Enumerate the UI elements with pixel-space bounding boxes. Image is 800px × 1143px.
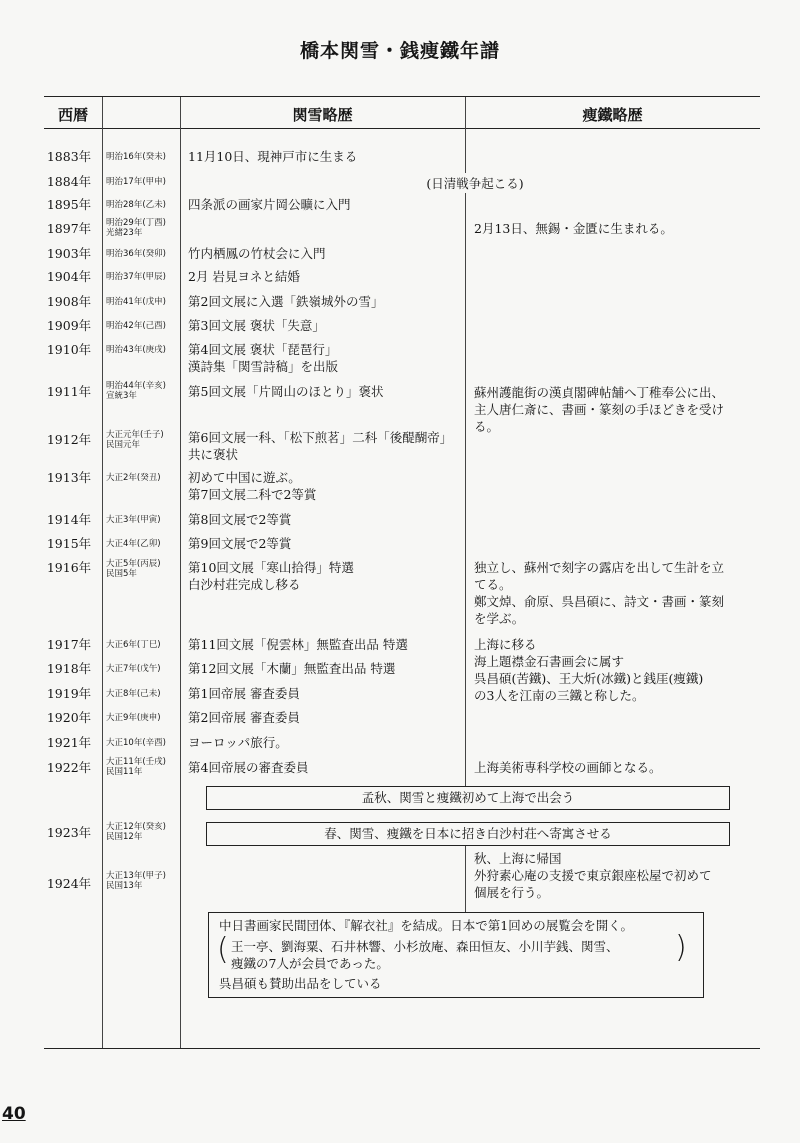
row-era: 明治17年(甲申) <box>106 177 166 187</box>
row-era: 大正11年(壬戌) <box>106 757 166 767</box>
row-soutetsu: 上海に移る 海上題襟金石書画会に属す 呉昌碩(苦鐵)、王大炘(冰鐵)と銭厓(痩鐵) の3人を江南の三鐵と称した。 <box>474 637 704 703</box>
note-box-kaiisha <box>208 912 704 998</box>
row-kansetsu: 第12回文展「木蘭」無監査出品 特選 <box>188 661 396 676</box>
note-box-meeting: 孟秋、関雪と痩鐵初めて上海で出会う <box>206 786 730 810</box>
row-era: 明治36年(癸卯) <box>106 249 166 259</box>
row-kansetsu: 第4回帝展の審査委員 <box>188 760 309 775</box>
row-kansetsu: 第2回文展に入選「鉄嶺城外の雪」 <box>188 294 384 309</box>
row-year: 1910年 <box>46 342 92 357</box>
row-era: 明治16年(癸未) <box>106 152 166 162</box>
row-era: 大正13年(甲子) <box>106 871 166 881</box>
row-kansetsu: 第2回帝展 審査委員 <box>188 710 300 725</box>
row-year: 1914年 <box>46 512 92 527</box>
row-era: 明治42年(己酉) <box>106 321 166 331</box>
row-era: 大正3年(甲寅) <box>106 515 161 525</box>
row-soutetsu: 秋、上海に帰国 外狩素心庵の支援で東京銀座松屋で初めて 個展を行う。 <box>474 851 712 900</box>
note-box-line: 痩鐵の7人が会員であった。 <box>231 956 389 971</box>
row-era: 大正7年(戊午) <box>106 664 161 674</box>
table-bottom-rule <box>44 1048 760 1049</box>
row-kansetsu: 第3回文展 褒状「失意」 <box>188 318 325 333</box>
row-kansetsu: 第4回文展 褒状「琵琶行」 漢詩集「関雪詩稿」を出版 <box>188 342 339 374</box>
table-top-rule <box>44 96 760 97</box>
row-year: 1916年 <box>46 560 92 575</box>
header-soutetsu: 痩鐵略歴 <box>582 106 643 124</box>
row-year: 1924年 <box>46 876 92 891</box>
row-year: 1912年 <box>46 432 92 447</box>
row-year: 1918年 <box>46 661 92 676</box>
row-kansetsu: 竹内栖鳳の竹杖会に入門 <box>188 246 326 261</box>
row-kansetsu: 第1回帝展 審査委員 <box>188 686 300 701</box>
note-box-line: 中日書画家民間団体、『解衣社』を結成。日本で第1回めの展覧会を開く。 <box>219 918 633 933</box>
row-year: 1909年 <box>46 318 92 333</box>
note-box-line: 王一亭、劉海粟、石井林響、小杉放庵、森田恒友、小川芋銭、関雪、 <box>231 939 619 954</box>
row-year: 1903年 <box>46 246 92 261</box>
row-year: 1908年 <box>46 294 92 309</box>
note-1884: (日清戦争起こる) <box>426 176 524 191</box>
row-era: 明治28年(乙未) <box>106 200 166 210</box>
row-year: 1904年 <box>46 269 92 284</box>
row-soutetsu: 上海美術専科学校の画師となる。 <box>474 760 662 775</box>
row-era: 民国5年 <box>106 569 137 579</box>
row-kansetsu: 初めて中国に遊ぶ。 第7回文展二科で2等賞 <box>188 470 317 502</box>
row-kansetsu: 第5回文展「片岡山のほとり」褒状 <box>188 384 384 399</box>
paren-close-icon: ) <box>675 930 687 965</box>
row-soutetsu: 独立し、蘇州で刻字の露店を出して生計を立 てる。 鄭文焯、俞原、呉昌碩に、詩文・書画・篆刻 を学ぶ。 <box>474 560 725 626</box>
row-year: 1911年 <box>46 384 92 399</box>
note-box-line: 呉昌碩も賛助出品をしている <box>219 976 382 991</box>
row-era: 大正5年(丙辰) <box>106 559 161 569</box>
row-era: 大正元年(壬子) <box>106 430 164 440</box>
row-year: 1915年 <box>46 536 92 551</box>
row-era: 民国元年 <box>106 440 141 450</box>
header-bottom-rule <box>44 128 760 129</box>
row-year: 1917年 <box>46 637 92 652</box>
row-era: 明治29年(丁酉) <box>106 218 166 228</box>
header-kansetsu: 関雪略歴 <box>292 106 353 124</box>
row-year: 1883年 <box>46 149 92 164</box>
row-era: 民国13年 <box>106 881 143 891</box>
row-year: 1913年 <box>46 470 92 485</box>
row-era: 大正9年(庚申) <box>106 713 161 723</box>
row-era: 民国11年 <box>106 767 143 777</box>
page-title: 橋本関雪・銭痩鐵年譜 <box>299 40 500 62</box>
row-kansetsu: ヨーロッパ旅行。 <box>188 735 288 750</box>
row-year: 1923年 <box>46 825 92 840</box>
row-year: 1920年 <box>46 710 92 725</box>
row-era: 大正12年(癸亥) <box>106 822 166 832</box>
row-era: 明治43年(庚戌) <box>106 345 166 355</box>
note-box-invitation: 春、関雪、痩鐵を日本に招き白沙村荘へ寄寓させる <box>206 822 730 846</box>
paren-open-icon: ( <box>217 932 229 967</box>
row-era: 大正10年(辛酉) <box>106 738 166 748</box>
column-divider-year <box>102 97 103 1048</box>
row-era: 大正6年(丁巳) <box>106 640 161 650</box>
page-number: 40 <box>2 1104 26 1124</box>
row-kansetsu: 第8回文展で2等賞 <box>188 512 292 527</box>
row-kansetsu: 2月 岩見ヨネと結婚 <box>188 269 300 284</box>
row-era: 大正4年(乙卯) <box>106 539 161 549</box>
row-kansetsu: 第6回文展一科、「松下煎茗」二科「後醍醐帝」 共に褒状 <box>188 430 453 462</box>
header-year: 西暦 <box>57 106 88 124</box>
row-year: 1919年 <box>46 686 92 701</box>
row-kansetsu: 四条派の画家片岡公曠に入門 <box>188 197 351 212</box>
row-era: 民国12年 <box>106 832 143 842</box>
row-kansetsu: 第10回文展「寒山拾得」特選 白沙村荘完成し移る <box>188 560 354 592</box>
row-era: 大正2年(癸丑) <box>106 473 161 483</box>
row-era: 明治44年(辛亥) <box>106 381 166 391</box>
row-year: 1922年 <box>46 760 92 775</box>
row-kansetsu: 第9回文展で2等賞 <box>188 536 292 551</box>
row-year: 1921年 <box>46 735 92 750</box>
row-kansetsu: 第11回文展「倪雲林」無監査出品 特選 <box>188 637 408 652</box>
row-era: 光緒23年 <box>106 228 143 238</box>
row-era: 大正8年(己未) <box>106 689 161 699</box>
row-era: 明治37年(甲辰) <box>106 272 166 282</box>
row-kansetsu: 11月10日、現神戸市に生まる <box>188 149 358 164</box>
row-soutetsu: 2月13日、無錫・金匱に生まれる。 <box>474 221 673 236</box>
row-era: 宣統3年 <box>106 391 137 401</box>
row-year: 1897年 <box>46 221 92 236</box>
row-soutetsu: 蘇州護龍街の漢貞閣碑帖舗へ丁稚奉公に出、 主人唐仁斎に、書画・篆刻の手ほどきを受け る。 <box>474 385 725 434</box>
column-divider-bio-body <box>465 844 466 912</box>
row-era: 明治41年(戊申) <box>106 297 166 307</box>
row-year: 1884年 <box>46 174 92 189</box>
row-year: 1895年 <box>46 197 92 212</box>
